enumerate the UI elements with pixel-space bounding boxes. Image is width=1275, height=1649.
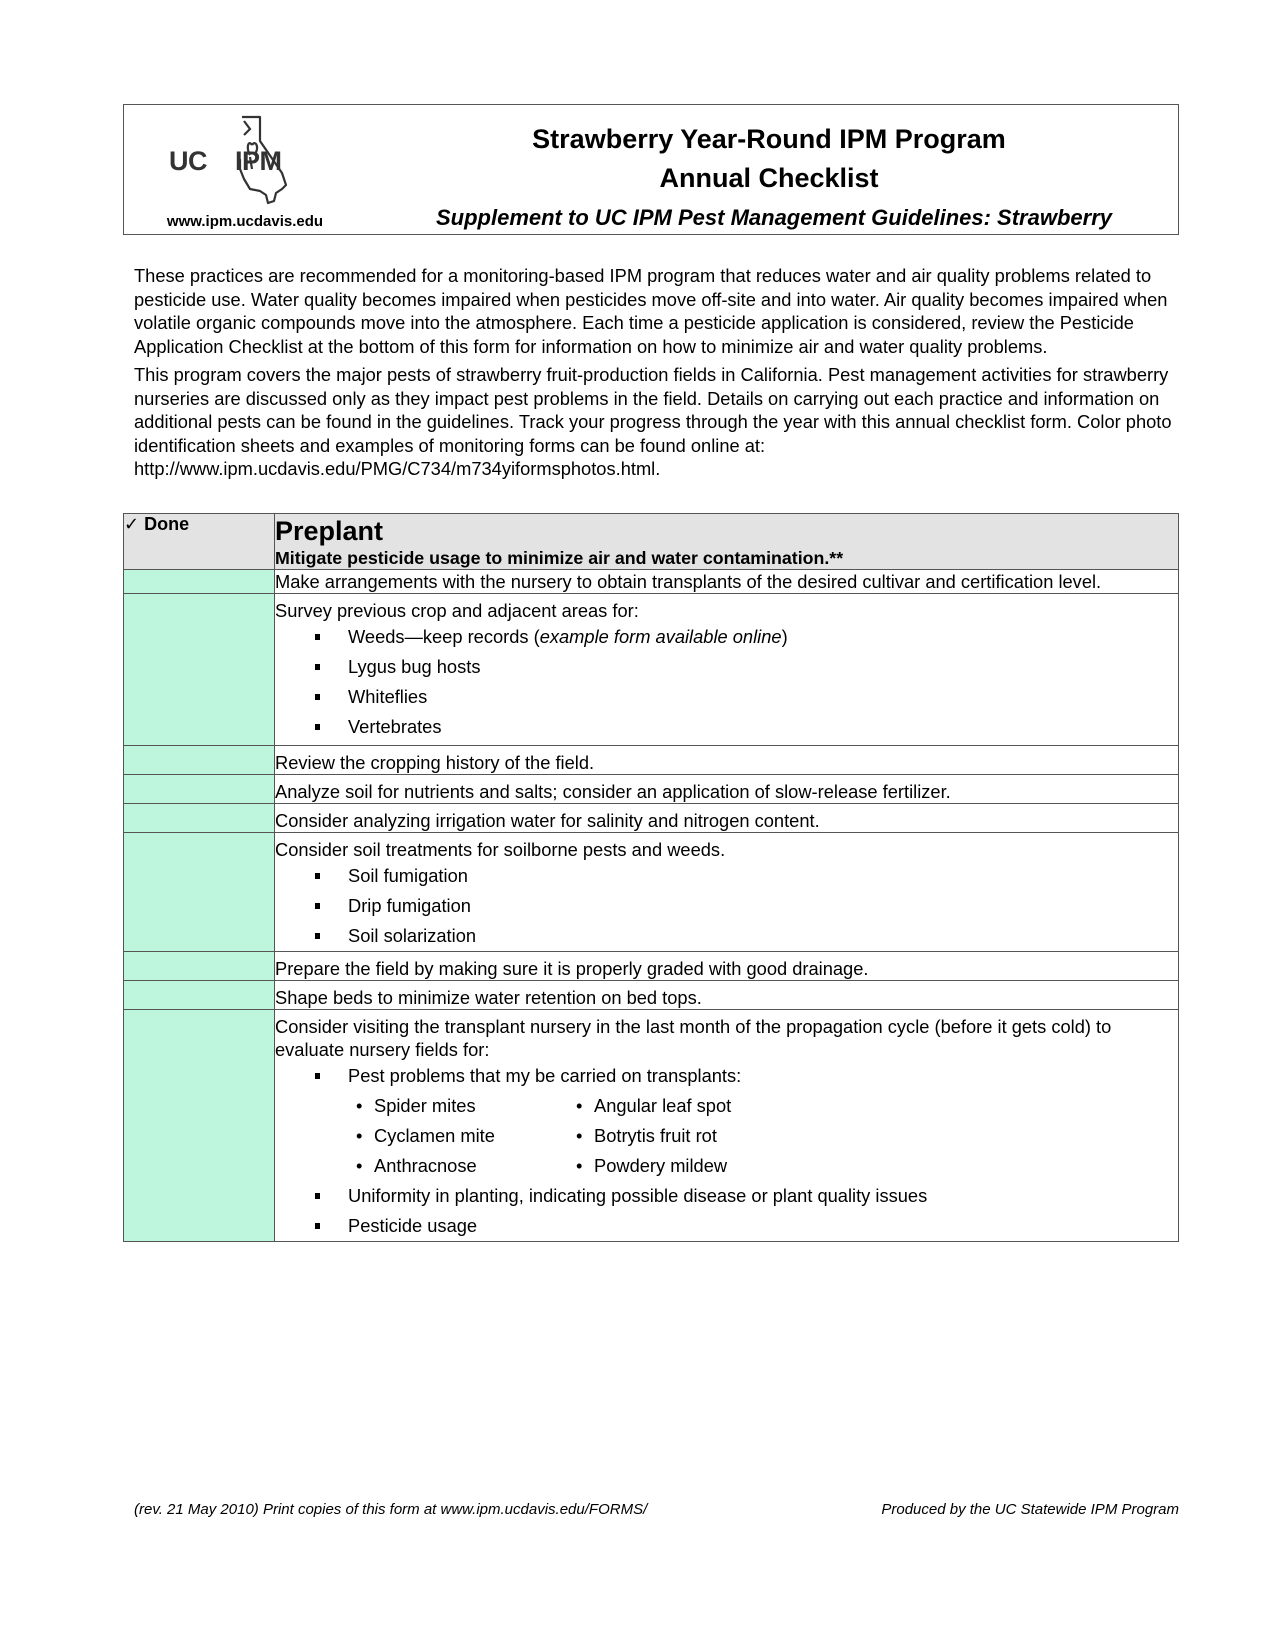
checklist-row (124, 594, 1179, 746)
done-checkbox[interactable] (124, 570, 275, 594)
list-item: Soil solarization (315, 921, 1178, 951)
sub-list-item: • Angular leaf spot (568, 1091, 788, 1121)
done-checkbox[interactable] (124, 1010, 275, 1242)
page-title-line1: Strawberry Year-Round IPM Program (532, 124, 1006, 154)
logo-url: www.ipm.ucdavis.edu (166, 213, 324, 230)
section-subtitle: Mitigate pesticide usage to minimize air and water contamination.** (275, 548, 844, 568)
page-subtitle: Supplement to UC IPM Pest Management Guidelines: Strawberry (435, 205, 1113, 230)
intro-paragraph-2: This program covers the major pests of strawberry fruit-production fields in California. Pest management activities for strawberry nurseries are discussed only as they impact pest problems in the field. Details on carrying out each practice and information on additional pests can be found in the guidelines. Track your progress through the year with this annual checklist form. Color photo identification sheets and examples of monitoring forms can be found online at: http://www.ipm.ucdavis.edu/PMG/C734/m734yiformsphotos.html. (134, 364, 1172, 479)
checklist-item-text: Consider soil treatments for soilborne pests and weeds. (275, 839, 726, 860)
sub-list-item: • Botrytis fruit rot (568, 1121, 788, 1151)
list-item: Vertebrates (315, 712, 1178, 742)
done-checkbox[interactable] (124, 952, 275, 981)
footer-producer: Produced by the UC Statewide IPM Program (881, 1501, 1179, 1518)
done-checkbox[interactable] (124, 746, 275, 775)
bullet-list (275, 622, 1178, 745)
section-header-row (124, 514, 1179, 570)
done-checkbox[interactable] (124, 594, 275, 746)
checklist-item: Make arrangements with the nursery to obtain transplants of the desired cultivar and certification level. (275, 570, 1179, 594)
checklist-row (124, 981, 1179, 1010)
form-header (123, 104, 1179, 235)
uc-ipm-logo (124, 105, 357, 234)
list-item: Uniformity in planting, indicating possible disease or plant quality issues (315, 1181, 1178, 1211)
done-checkbox[interactable] (124, 833, 275, 952)
list-item: Soil fumigation (315, 861, 1178, 891)
checklist-row (124, 570, 1179, 594)
sub-list-item: • Anthracnose (348, 1151, 568, 1181)
page-title-line2: Annual Checklist (659, 163, 879, 193)
footer-revision: (rev. 21 May 2010) Print copies of this form at www.ipm.ucdavis.edu/FORMS/ (134, 1501, 648, 1518)
checklist-item (275, 1010, 1179, 1242)
checklist-item: Shape beds to minimize water retention on bed tops. (275, 981, 1179, 1010)
checklist-item (275, 594, 1179, 746)
list-item: Lygus bug hosts (315, 652, 1178, 682)
intro-text (134, 264, 1179, 486)
list-item: Whiteflies (315, 682, 1178, 712)
list-item: Pesticide usage (315, 1211, 1178, 1241)
bullet-list (275, 861, 1178, 951)
done-checkbox[interactable] (124, 804, 275, 833)
logo-text-ipm: IPM (235, 146, 282, 176)
checklist-row (124, 775, 1179, 804)
checklist-row (124, 833, 1179, 952)
checklist-item: Review the cropping history of the field. (275, 746, 1179, 775)
sub-list-item: • Cyclamen mite (348, 1121, 568, 1151)
done-column-header: ✓ Done (124, 514, 275, 570)
done-checkbox[interactable] (124, 981, 275, 1010)
list-item: Drip fumigation (315, 891, 1178, 921)
checklist-row (124, 746, 1179, 775)
intro-paragraph-1: These practices are recommended for a monitoring-based IPM program that reduces water and air quality problems related to pesticide use. Water quality becomes impaired when pesticides move off-site and into water. Air quality becomes impaired when volatile organic compounds move into the atmosphere. Each time a pesticide application is considered, review the Pesticide Application Checklist at the bottom of this form for information on how to minimize air and water quality problems. (134, 265, 1168, 357)
checklist-item: Prepare the field by making sure it is properly graded with good drainage. (275, 952, 1179, 981)
list-item: Pest problems that my be carried on transplants: • Spider mites • Angular leaf spot • Cyclamen mite • Botrytis fruit rot • Anthracnose • Powdery mildew (315, 1061, 1178, 1181)
logo-text-uc: UC (169, 146, 207, 176)
checklist-item (275, 833, 1179, 952)
list-item: Weeds—keep records (example form available online) (315, 622, 1178, 652)
checklist-row (124, 952, 1179, 981)
checklist-item: Analyze soil for nutrients and salts; consider an application of slow-release fertilizer. (275, 775, 1179, 804)
done-checkbox[interactable] (124, 775, 275, 804)
sub-list-item: • Spider mites (348, 1091, 568, 1121)
section-title: Preplant (275, 516, 384, 546)
checklist-item-text: Consider visiting the transplant nursery in the last month of the propagation cycle (before it gets cold) to evaluate nursery fields for: (275, 1016, 1112, 1060)
sub-list-item: • Powdery mildew (568, 1151, 788, 1181)
sub-bullet-grid (315, 1091, 1178, 1181)
checklist-table (123, 513, 1179, 1242)
checklist-item: Consider analyzing irrigation water for salinity and nitrogen content. (275, 804, 1179, 833)
checklist-row (124, 1010, 1179, 1242)
checklist-row (124, 804, 1179, 833)
section-header (275, 514, 1179, 570)
bullet-list (275, 1061, 1178, 1241)
checklist-item-text: Survey previous crop and adjacent areas for: (275, 600, 639, 621)
